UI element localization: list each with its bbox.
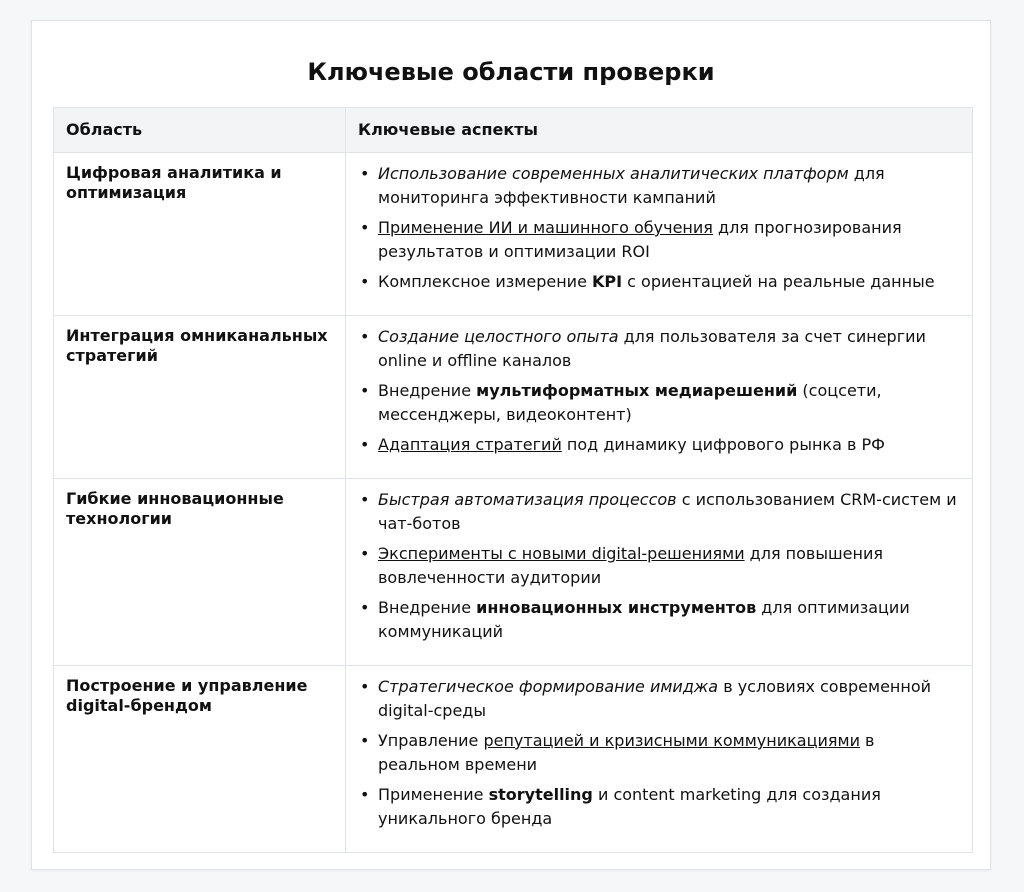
aspects-cell	[346, 666, 973, 853]
list-item	[378, 542, 960, 590]
aspects-list	[358, 675, 960, 831]
aspects-cell	[346, 153, 973, 316]
underlined-text: репутацией и кризисными коммуникациями	[483, 731, 860, 750]
list-item	[378, 433, 960, 457]
aspects-list	[358, 488, 960, 644]
list-item	[378, 596, 960, 644]
list-item	[378, 488, 960, 536]
text-segment: с использованием CRM-систем и чат-ботов	[378, 490, 957, 533]
underlined-text: Адаптация стратегий	[378, 435, 562, 454]
italic-text: Создание целостного опыта	[378, 327, 619, 346]
area-cell: Построение и управление digital-брендом	[54, 666, 346, 853]
area-cell: Цифровая аналитика и оптимизация	[54, 153, 346, 316]
bold-text: инновационных инструментов	[476, 598, 757, 617]
text-segment: для пользователя за счет синергии online и offline каналов	[378, 327, 926, 370]
list-item	[378, 270, 960, 294]
underlined-text: Эксперименты с новыми digital-решениями	[378, 544, 745, 563]
list-item	[378, 162, 960, 210]
bold-text: KPI	[592, 272, 623, 291]
list-item	[378, 325, 960, 373]
table-header-row	[54, 108, 973, 153]
header-area: Область	[54, 108, 346, 153]
text-segment: для прогнозирования результатов и оптимизации ROI	[378, 218, 902, 261]
list-item	[378, 783, 960, 831]
header-aspects: Ключевые аспекты	[346, 108, 973, 153]
text-segment: Внедрение	[378, 381, 477, 400]
text-segment: Применение	[378, 785, 489, 804]
text-segment: (соцсети, мессенджеры, видеоконтент)	[378, 381, 882, 424]
text-segment: с ориентацией на реальные данные	[622, 272, 935, 291]
text-segment: Управление	[378, 731, 484, 750]
table-row	[54, 666, 973, 853]
table-row	[54, 153, 973, 316]
text-segment: и content marketing для создания уникального бренда	[378, 785, 881, 828]
bold-text: storytelling	[488, 785, 593, 804]
text-segment: в реальном времени	[378, 731, 875, 774]
table-row	[54, 316, 973, 479]
document-card	[31, 20, 991, 870]
text-segment: для мониторинга эффективности кампаний	[378, 164, 885, 207]
list-item	[378, 729, 960, 777]
text-segment: в условиях современной digital-среды	[378, 677, 932, 720]
areas-table	[53, 107, 973, 853]
text-segment: под динамику цифрового рынка в РФ	[561, 435, 885, 454]
list-item	[378, 675, 960, 723]
underlined-text: Применение ИИ и машинного обучения	[378, 218, 713, 237]
text-segment: Комплексное измерение	[378, 272, 592, 291]
text-segment: Внедрение	[378, 598, 477, 617]
page-title: Ключевые области проверки	[307, 58, 715, 86]
text-segment: для оптимизации коммуникаций	[378, 598, 910, 641]
list-item	[378, 379, 960, 427]
list-item	[378, 216, 960, 264]
aspects-list	[358, 162, 960, 294]
area-cell: Интеграция омниканальных стратегий	[54, 316, 346, 479]
text-segment: для повышения вовлеченности аудитории	[378, 544, 883, 587]
italic-text: Стратегическое формирование имиджа	[378, 677, 719, 696]
bold-text: мультиформатных медиарешений	[476, 381, 798, 400]
aspects-cell	[346, 479, 973, 666]
aspects-list	[358, 325, 960, 457]
table-row	[54, 479, 973, 666]
italic-text: Быстрая автоматизация процессов	[378, 490, 677, 509]
area-cell: Гибкие инновационные технологии	[54, 479, 346, 666]
aspects-cell	[346, 316, 973, 479]
italic-text: Использование современных аналитических платформ	[378, 164, 849, 183]
